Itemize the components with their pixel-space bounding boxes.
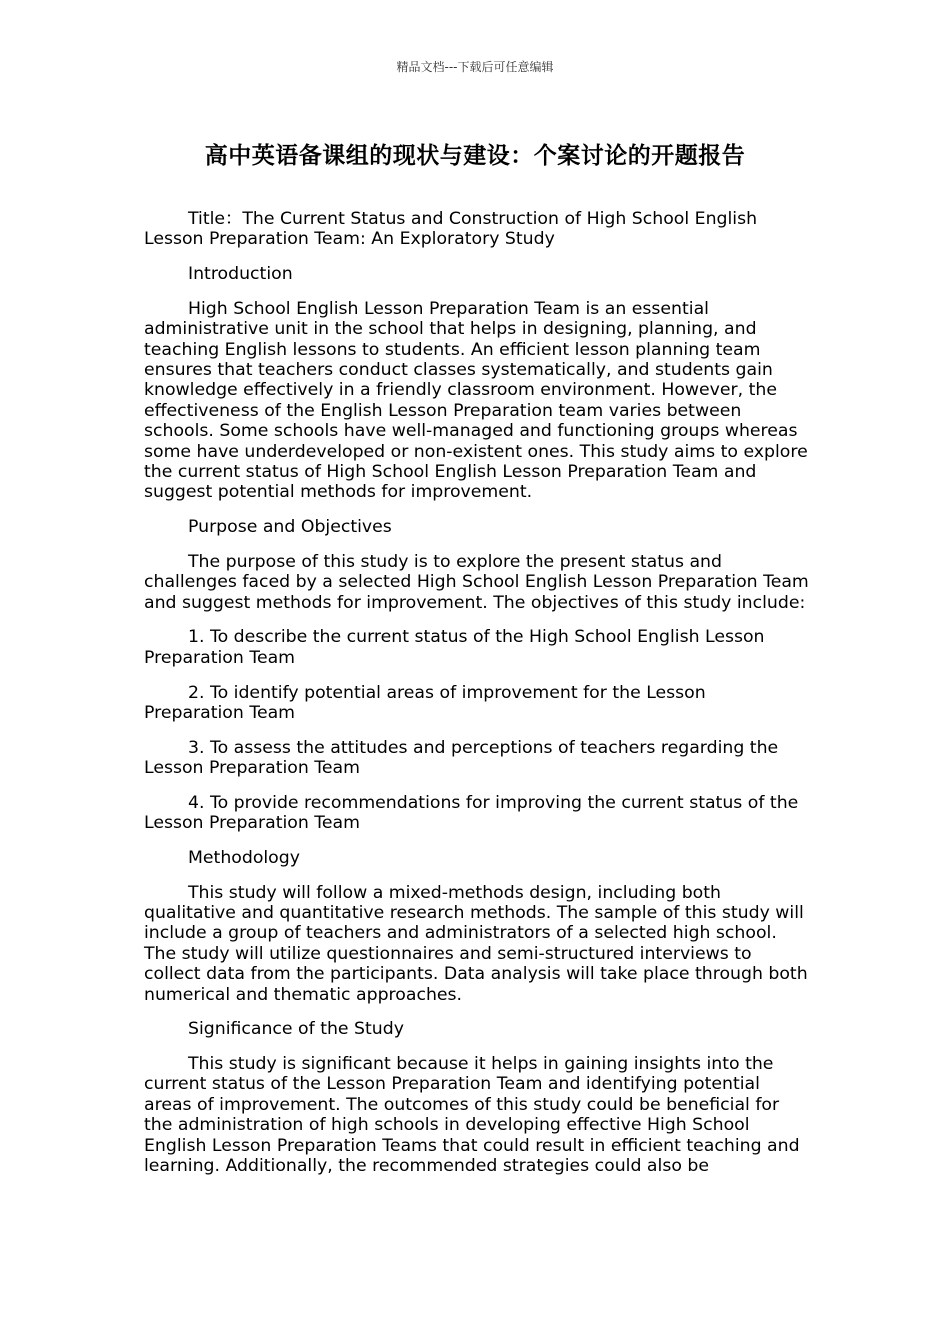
page-header-note: 精品文档---下载后可任意编辑 [396,60,554,74]
objective-item-2: 2. To identify potential areas of improvement for the Lesson Preparation Team [144,682,706,723]
methodology-paragraph: This study will follow a mixed-methods design, including both qualitative and quantitative research methods. The sample of this study will include a group of teachers and administrators of a selected high school. The study will utilize questionnaires and semi-structured interviews to collect data from the participants. Data analysis will take place through both numerical and thematic approaches. [144,882,808,1005]
introduction-paragraph: High School English Lesson Preparation Team is an essential administrative unit in the school that helps in designing, planning, and teaching English lessons to students. An efficient lesson planning team ensures that teachers conduct classes systematically, and students gain knowledge effectively in a friendly classroom environment. However, the effectiveness of the English Lesson Preparation team varies between schools. Some schools have well-managed and functioning groups whereas some have underdeveloped or non-existent ones. This study aims to explore the current status of High School English Lesson Preparation Team and suggest potential methods for improvement. [144,298,808,503]
purpose-paragraph: The purpose of this study is to explore the present status and challenges faced by a selected High School English Lesson Preparation Team and suggest methods for improvement. The objectives of this study include: [144,551,809,613]
document-body [144,209,810,1191]
document-title: 高中英语备课组的现状与建设：个案讨论的开题报告 [204,143,746,169]
section-heading-introduction: Introduction [188,264,293,285]
section-heading-purpose: Purpose and Objectives [188,517,392,538]
english-title-line: Title：The Current Status and Construction of High School English Lesson Preparation Team: An Exploratory Study [144,209,758,250]
section-heading-methodology: Methodology [188,847,300,868]
objective-item-4: 4. To provide recommendations for improving the current status of the Lesson Preparation Team [144,792,799,834]
objective-item-1: 1. To describe the current status of the High School English Lesson Preparation Team [144,627,765,668]
significance-paragraph: This study is significant because it helps in gaining insights into the current status of the Lesson Preparation Team and identifying potential areas of improvement. The outcomes of this study could be beneficial for the administration of high schools in developing effective High School English Lesson Preparation Teams that could result in efficient teaching and learning. Additionally, the recommended strategies could also be [144,1053,800,1176]
objective-item-3: 3. To assess the attitudes and perceptions of teachers regarding the Lesson Preparation Team [144,737,779,779]
section-heading-significance: Significance of the Study [188,1019,404,1040]
